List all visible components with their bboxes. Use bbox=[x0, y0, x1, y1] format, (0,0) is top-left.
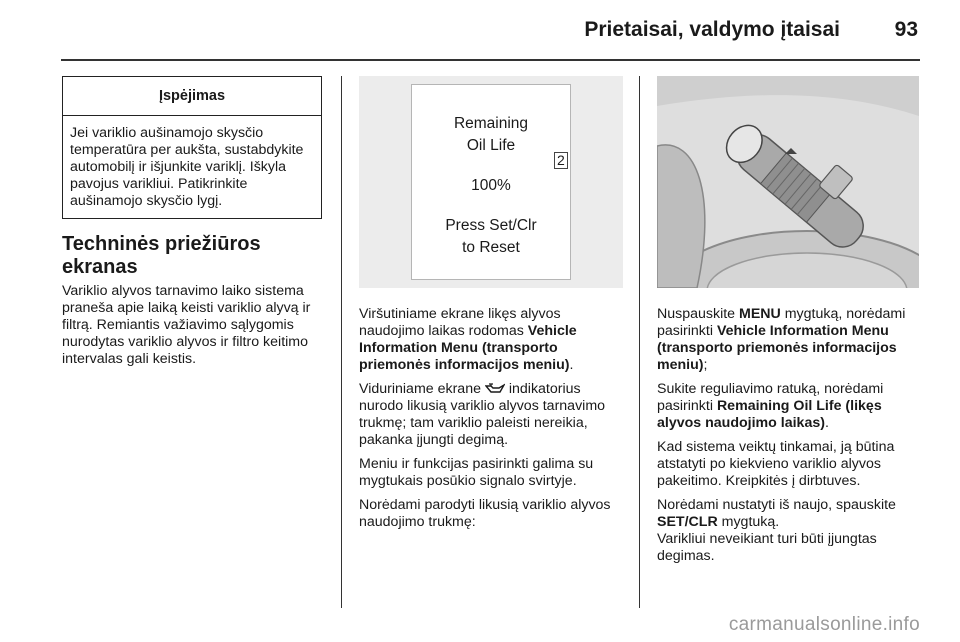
button-name-setclr: SET/CLR bbox=[657, 514, 718, 530]
paragraph bbox=[657, 306, 925, 374]
page-header bbox=[0, 0, 960, 62]
text-run: Viršutiniame ekrane likęs alyvos naudojimo laikas rodomas bbox=[359, 306, 561, 339]
oil-life-label-line2: Oil Life bbox=[466, 137, 516, 154]
oil-life-display-figure bbox=[359, 76, 623, 288]
text-run: mygtuką. bbox=[717, 514, 780, 530]
paragraph: Kad sistema veiktų tinkamai, ją būtina atstatyti po kiekvieno variklio alyvos pakeitimo. Kreipkitės į dirbtuves. bbox=[657, 439, 895, 489]
turn-signal-stalk-figure bbox=[657, 76, 919, 288]
column-divider bbox=[639, 76, 640, 608]
menu-name: Vehicle Information Menu (transporto priemonės informacijos meniu) bbox=[359, 323, 577, 373]
paragraph bbox=[359, 381, 623, 449]
oil-life-label-line1: Remaining bbox=[453, 115, 529, 132]
text-run: Sukite reguliavimo ratuką, norėdami pasirinkti bbox=[657, 381, 884, 414]
text-run: indikatorius nurodo likusią variklio alyvos tarnavimo trukmę; tam variklio paleisti nereikia, pakanka įjungti degimą. bbox=[359, 381, 606, 448]
warning-body: Jei variklio aušinamojo skysčio temperatūra per aukšta, sustabdykite automobilį ir išjunkite variklį. Iškyla pavojus varikliui. Patikrinkite aušinamojo skysčio lygį. bbox=[70, 125, 304, 209]
warning-box bbox=[62, 76, 322, 219]
header-rule bbox=[61, 59, 920, 61]
text-run: Viduriniame ekrane bbox=[359, 381, 485, 397]
paragraph: Meniu ir funkcijas pasirinkti galima su mygtukais posūkio signalo svirtyje. bbox=[359, 456, 594, 489]
button-name-menu: MENU bbox=[739, 306, 781, 322]
column-right bbox=[657, 76, 925, 572]
column-left bbox=[62, 76, 324, 375]
watermark: carmanualsonline.info bbox=[728, 614, 920, 635]
warning-title: Įspėjimas bbox=[63, 77, 321, 116]
text-run: . bbox=[569, 357, 574, 373]
menu-item-name: Remaining Oil Life (likęs alyvos naudojimo laikas) bbox=[657, 398, 882, 431]
paragraph: Norėdami parodyti likusią variklio alyvos naudojimo trukmę: bbox=[359, 497, 611, 530]
page-number: 93 bbox=[894, 18, 918, 41]
paragraph bbox=[657, 497, 925, 565]
column-middle bbox=[359, 76, 623, 538]
column-divider bbox=[341, 76, 342, 608]
oil-can-icon bbox=[485, 381, 505, 397]
paragraph bbox=[657, 381, 925, 432]
oil-life-reset-line1: Press Set/Clr bbox=[445, 217, 537, 234]
section-body: Variklio alyvos tarnavimo laiko sistema praneša apie laiką keisti variklio alyvą ir filtrą. Remiantis važiavimo sąlygomis nurodytas variklio alyvos ir filtro keitimo intervalas gali keistis. bbox=[62, 283, 311, 367]
text-run: ; bbox=[703, 357, 708, 373]
menu-name: Vehicle Information Menu (transporto priemonės informacijos meniu) bbox=[657, 323, 897, 373]
text-run: . bbox=[824, 415, 829, 431]
text-run: Nuspauskite bbox=[657, 306, 740, 322]
text-run: mygtuką, norėdami pasirinkti bbox=[657, 306, 906, 339]
oil-life-screen bbox=[411, 84, 571, 280]
oil-life-reset-line2: to Reset bbox=[462, 239, 520, 256]
header-title: Prietaisai, valdymo įtaisai bbox=[584, 18, 840, 41]
oil-life-percent: 100% bbox=[471, 177, 511, 194]
text-run: Varikliui neveikiant turi būti įjungtas degimas. bbox=[657, 531, 877, 564]
section-heading: Techninės priežiūros ekranas bbox=[62, 233, 261, 278]
paragraph bbox=[359, 306, 623, 374]
text-run: Norėdami nustatyti iš naujo, spauskite bbox=[657, 497, 896, 513]
page-indicator-glyph: 2 bbox=[554, 152, 568, 169]
stalk-illustration bbox=[657, 76, 919, 288]
